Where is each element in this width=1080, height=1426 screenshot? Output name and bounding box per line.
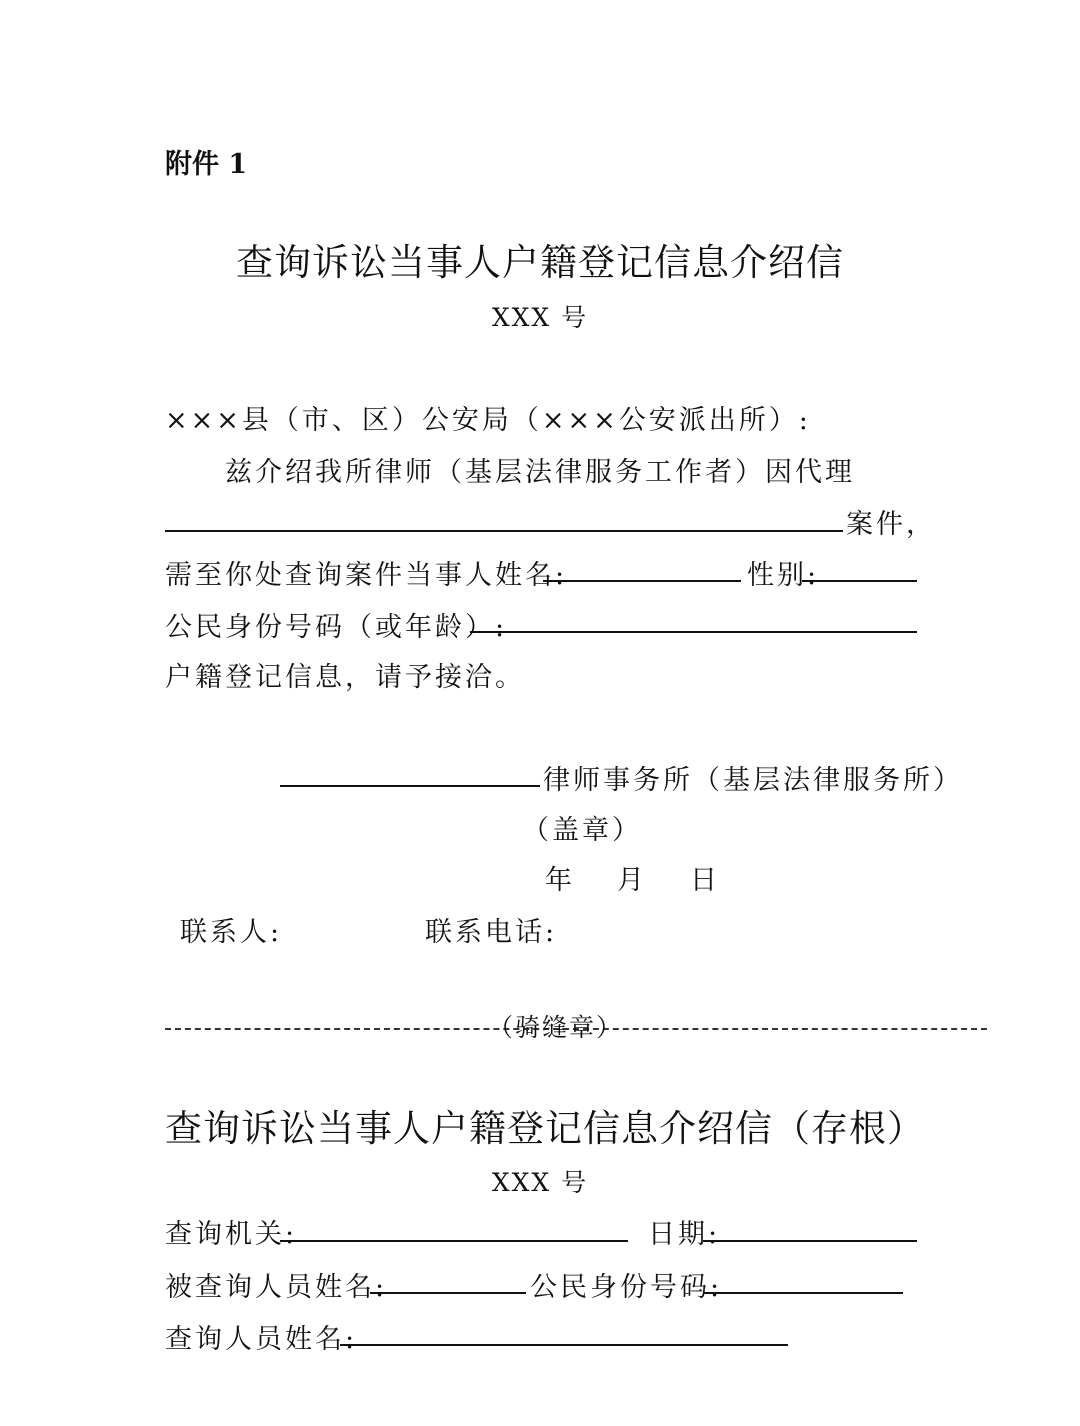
attachment-label: 附件 1 <box>165 149 248 180</box>
stub-subject-id-blank <box>703 1292 903 1294</box>
contact-label: 联系人: <box>180 917 283 948</box>
stub-querier-name-blank <box>340 1344 788 1346</box>
date-month: 月 <box>617 865 647 896</box>
gender-label: 性别: <box>747 560 820 591</box>
case-suffix: 案件， <box>846 509 936 540</box>
closing-text: 户籍登记信息，请予接洽。 <box>165 662 525 693</box>
addressee: ×××县（市、区）公安局（×××公安派出所）: <box>165 405 811 436</box>
letter-title: 查询诉讼当事人户籍登记信息介绍信 <box>236 241 844 284</box>
gender-blank <box>802 580 917 582</box>
query-name-label: 需至你处查询案件当事人姓名: <box>165 560 568 591</box>
stub-subject-id-label: 公民身份号码: <box>530 1272 723 1303</box>
stub-querier-name-label: 查询人员姓名: <box>165 1324 358 1355</box>
date-day: 日 <box>690 865 720 896</box>
intro-text: 兹介绍我所律师（基层法律服务工作者）因代理 <box>225 457 855 488</box>
case-name-blank <box>165 530 843 532</box>
id-blank <box>470 631 917 633</box>
seal-label: （盖章） <box>522 815 642 846</box>
stub-title: 查询诉讼当事人户籍登记信息介绍信（存根） <box>165 1107 925 1150</box>
date-year: 年 <box>545 865 575 896</box>
stub-date-blank <box>703 1240 917 1242</box>
stub-doc-number: XXX 号 <box>491 1168 589 1197</box>
id-label: 公民身份号码（或年龄）: <box>165 612 508 643</box>
phone-label: 联系电话: <box>425 917 558 948</box>
query-name-blank <box>543 580 741 582</box>
stub-agency-blank <box>280 1240 628 1242</box>
stub-date-label: 日期: <box>648 1219 721 1250</box>
letter-doc-number: XXX 号 <box>491 303 589 332</box>
firm-name-blank <box>280 785 540 787</box>
stub-subject-name-blank <box>370 1292 526 1294</box>
stub-agency-label: 查询机关: <box>165 1219 298 1250</box>
firm-label: 律师事务所（基层法律服务所） <box>543 765 963 796</box>
perforation-seal-label: （骑缝章） <box>488 1013 624 1042</box>
stub-subject-name-label: 被查询人员姓名: <box>165 1272 388 1303</box>
